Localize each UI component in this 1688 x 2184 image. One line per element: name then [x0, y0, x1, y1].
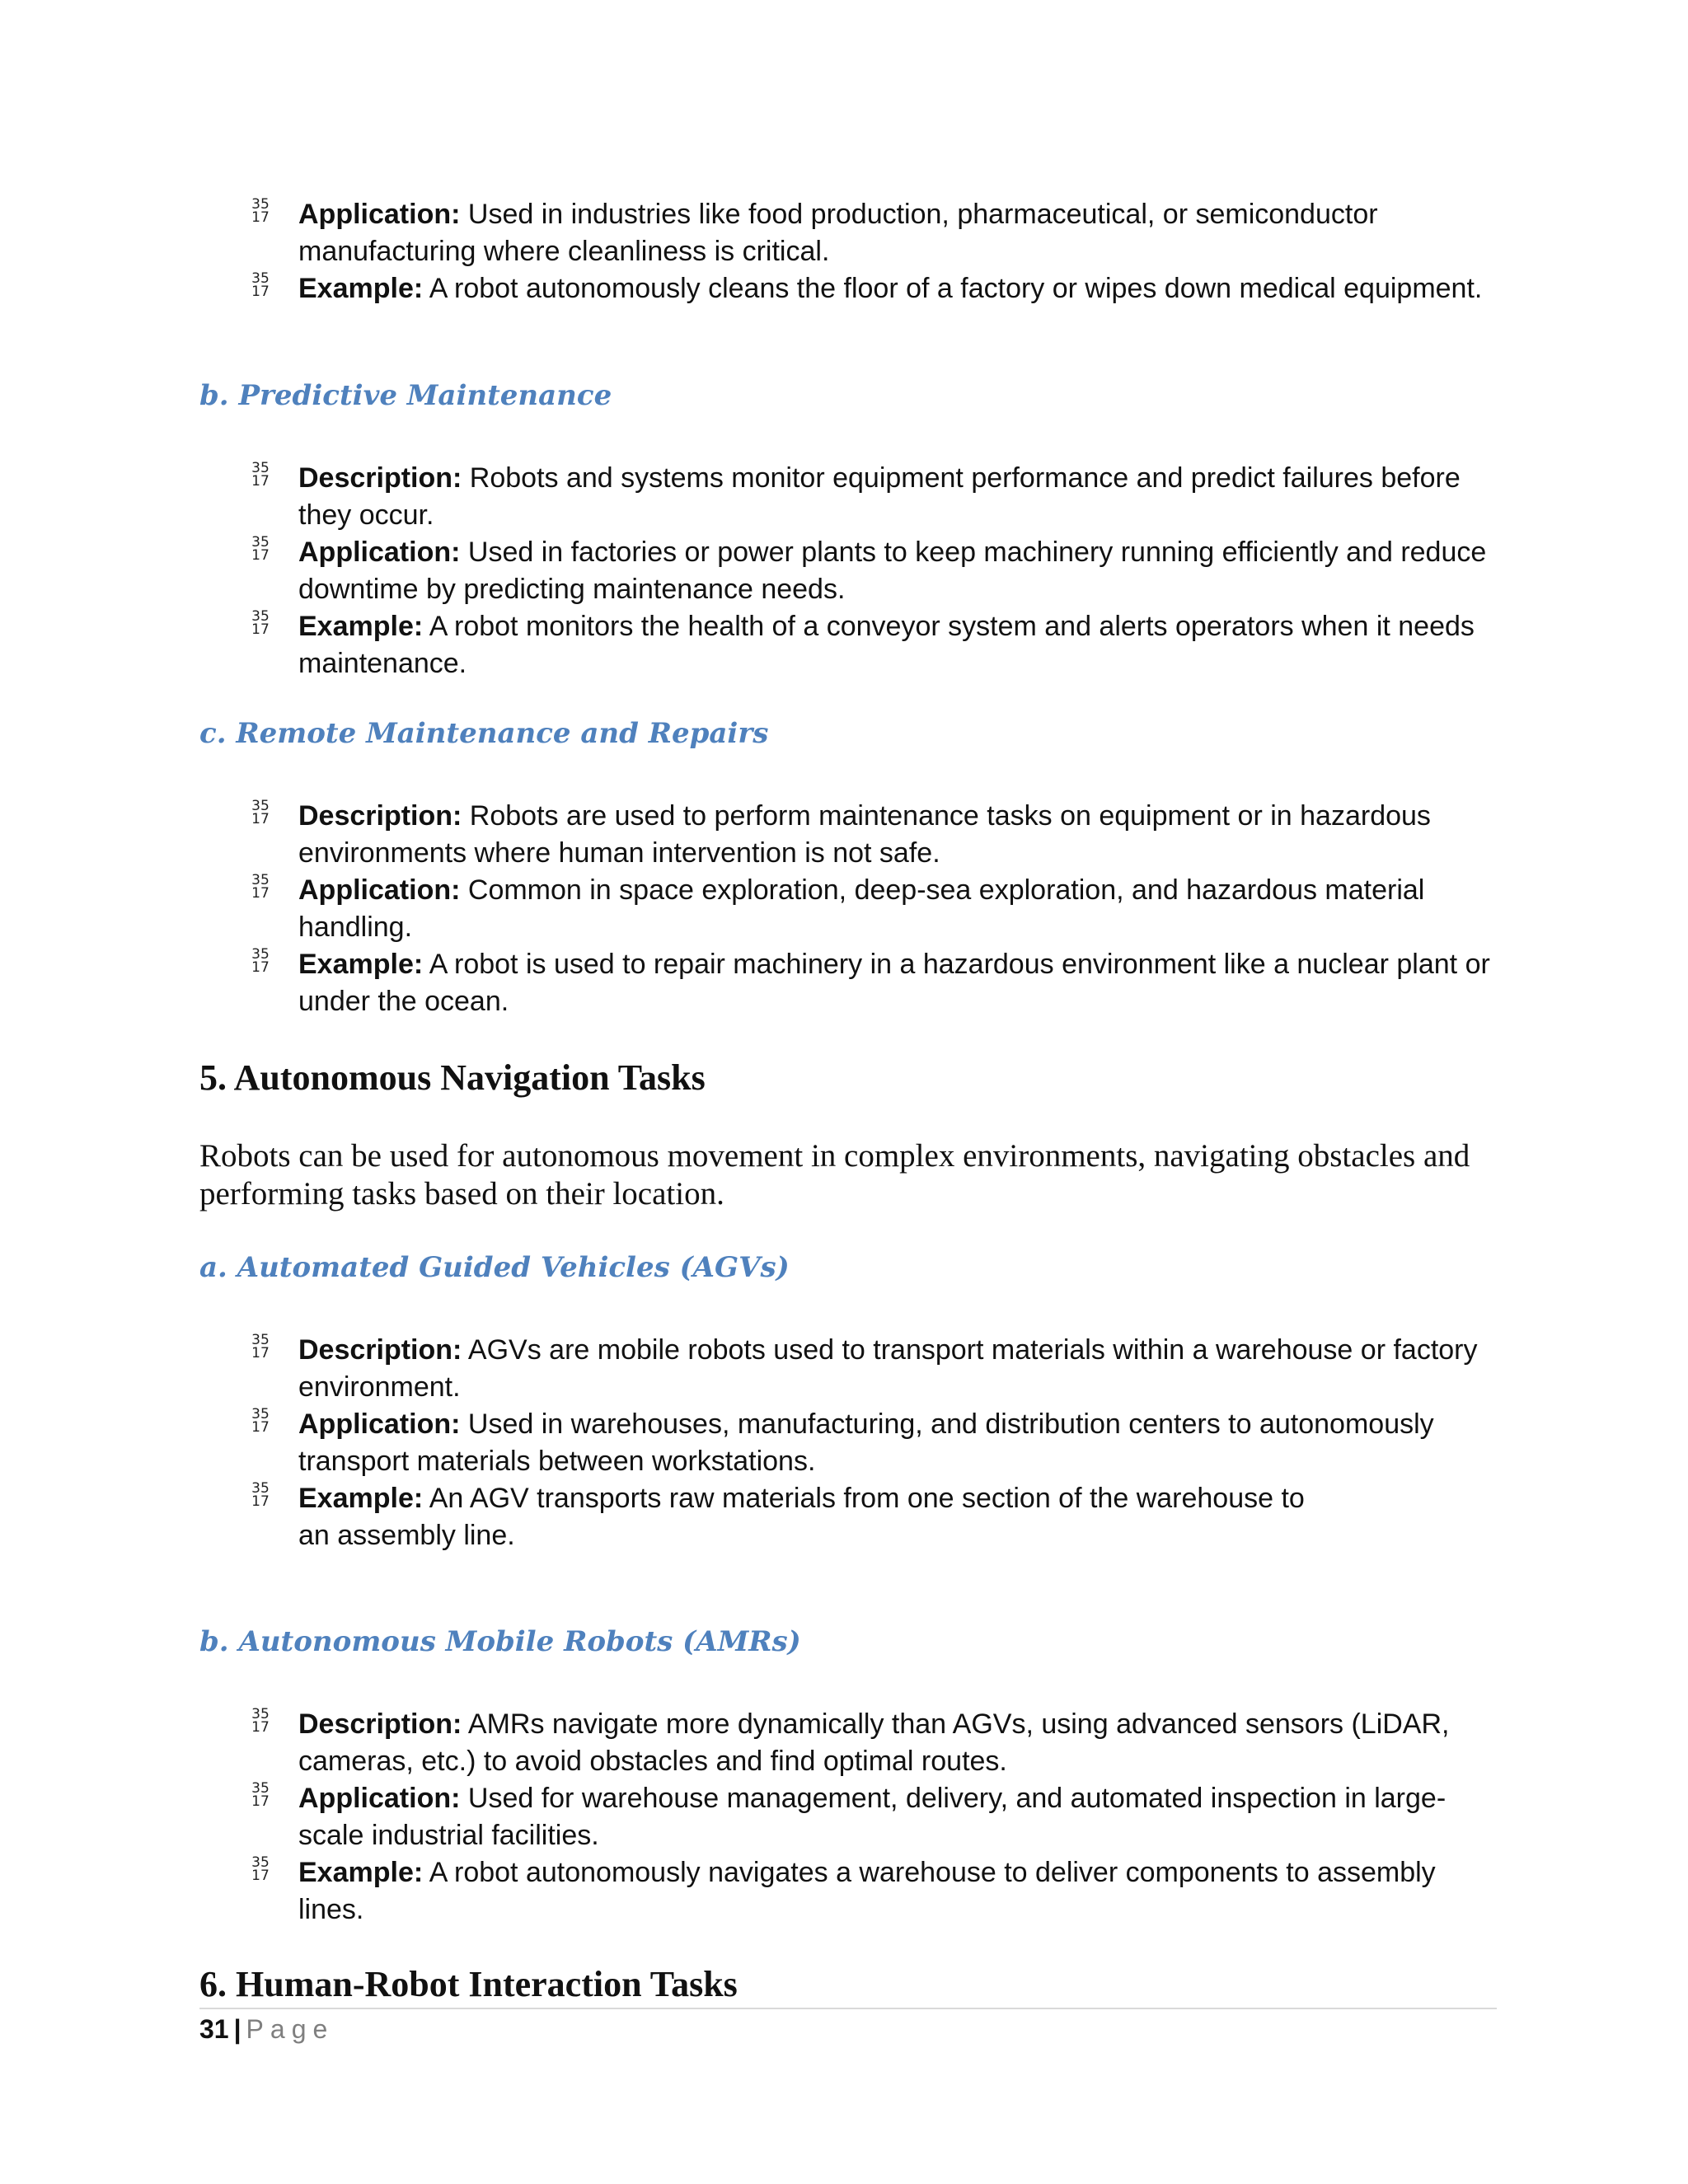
predictive-bullet-list: [0, 460, 1688, 682]
bullet-label: Application:: [298, 874, 461, 906]
section-5-intro: Robots can be used for autonomous movement in complex environments, navigating obstacles and performing tasks based on their location.: [199, 1138, 1470, 1212]
bullet-text: A robot autonomously cleans the floor of a factory or wipes down medical equipment.: [423, 273, 1483, 304]
bullet-label: Application:: [298, 537, 461, 568]
bullet-text: AMRs navigate more dynamically than AGVs, using advanced sensors (LiDAR, cameras, etc.) to avoid obstacles and find optimal routes.: [298, 1708, 1450, 1777]
bullet-item: [0, 534, 1688, 608]
bullet-item: [0, 1406, 1688, 1480]
bullet-marker-icon: 35 17: [251, 1780, 270, 1810]
section-5-heading: 5. Autonomous Navigation Tasks: [199, 1057, 706, 1098]
agv-heading: a. Automated Guided Vehicles (AGVs): [199, 1251, 790, 1284]
bullet-text: Used in factories or power plants to keep machinery running efficiently and reduce downtime by predicting maintenance needs.: [298, 537, 1487, 605]
bullet-label: Description:: [298, 1334, 462, 1366]
remote-maintenance-heading: c. Remote Maintenance and Repairs: [199, 717, 769, 750]
bullet-item: [0, 1780, 1688, 1854]
bullet-label: Example:: [298, 1483, 424, 1514]
bullet-text: Common in space exploration, deep-sea exploration, and hazardous material handling.: [298, 874, 1425, 943]
bullet-marker-icon: 35 17: [251, 872, 270, 902]
bullet-text: A robot is used to repair machinery in a hazardous environment like a nuclear plant or under the ocean.: [298, 949, 1490, 1017]
bullet-item: [0, 196, 1688, 270]
bullet-marker-icon: 35 17: [251, 1480, 270, 1510]
section-6-heading: 6. Human-Robot Interaction Tasks: [199, 1964, 738, 2004]
bullet-text: A robot autonomously navigates a warehouse to deliver components to assembly lines.: [298, 1857, 1436, 1925]
bullet-marker-icon: 35 17: [251, 1706, 270, 1736]
bullet-text: Used for warehouse management, delivery, and automated inspection in large-scale industrial facilities.: [298, 1783, 1447, 1851]
bullet-item: [0, 608, 1688, 682]
bullet-text: AGVs are mobile robots used to transport materials within a warehouse or factory environment.: [298, 1334, 1478, 1403]
agv-bullet-list: [0, 1332, 1688, 1554]
predictive-maintenance-heading: b. Predictive Maintenance: [199, 379, 612, 412]
bullet-marker-icon: 35 17: [251, 946, 270, 976]
bullet-label: Description:: [298, 800, 462, 832]
bullet-label: Description:: [298, 462, 462, 494]
bullet-marker-icon: 35 17: [251, 196, 270, 226]
bullet-text: Used in warehouses, manufacturing, and distribution centers to autonomously transport materials between workstations.: [298, 1408, 1434, 1477]
bullet-item: [0, 1480, 1688, 1554]
intro-bullet-list: [0, 196, 1688, 307]
bullet-item: [0, 872, 1688, 946]
footer-separator: |: [233, 2014, 241, 2044]
bullet-label: Application:: [298, 1783, 461, 1814]
bullet-marker-icon: 35 17: [251, 1406, 270, 1436]
bullet-text: A robot monitors the health of a conveyor system and alerts operators when it needs maintenance.: [298, 611, 1475, 679]
bullet-marker-icon: 35 17: [251, 798, 270, 827]
bullet-item: [0, 946, 1688, 1020]
bullet-label: Example:: [298, 1857, 424, 1888]
bullet-text: Used in industries like food production, pharmaceutical, or semiconductor manufacturing where cleanliness is critical.: [298, 199, 1378, 267]
bullet-marker-icon: 35 17: [251, 534, 270, 564]
page-number: 31: [199, 2014, 229, 2044]
bullet-label: Application:: [298, 199, 461, 230]
bullet-marker-icon: 35 17: [251, 270, 270, 300]
bullet-marker-icon: 35 17: [251, 460, 270, 490]
bullet-label: Example:: [298, 949, 424, 980]
page-label: Page: [246, 2014, 335, 2044]
bullet-text: Robots are used to perform maintenance tasks on equipment or in hazardous environments where human intervention is not safe.: [298, 800, 1431, 869]
remote-bullet-list: [0, 798, 1688, 1020]
amr-bullet-list: [0, 1706, 1688, 1929]
bullet-text: Robots and systems monitor equipment performance and predict failures before they occur.: [298, 462, 1461, 531]
bullet-label: Example:: [298, 611, 424, 642]
bullet-text: An AGV transports raw materials from one section of the warehouse to an assembly line.: [298, 1483, 1305, 1551]
bullet-marker-icon: 35 17: [251, 1854, 270, 1884]
bullet-marker-icon: 35 17: [251, 1332, 270, 1361]
bullet-item: [0, 270, 1688, 307]
bullet-item: [0, 1854, 1688, 1929]
bullet-item: [0, 1706, 1688, 1780]
footer-divider: [199, 2008, 1497, 2009]
bullet-marker-icon: 35 17: [251, 608, 270, 638]
bullet-label: Example:: [298, 273, 424, 304]
bullet-item: [0, 798, 1688, 872]
bullet-item: [0, 1332, 1688, 1406]
bullet-item: [0, 460, 1688, 534]
amr-heading: b. Autonomous Mobile Robots (AMRs): [199, 1625, 801, 1658]
bullet-label: Application:: [298, 1408, 461, 1440]
bullet-label: Description:: [298, 1708, 462, 1740]
page-footer: [199, 2014, 334, 2045]
